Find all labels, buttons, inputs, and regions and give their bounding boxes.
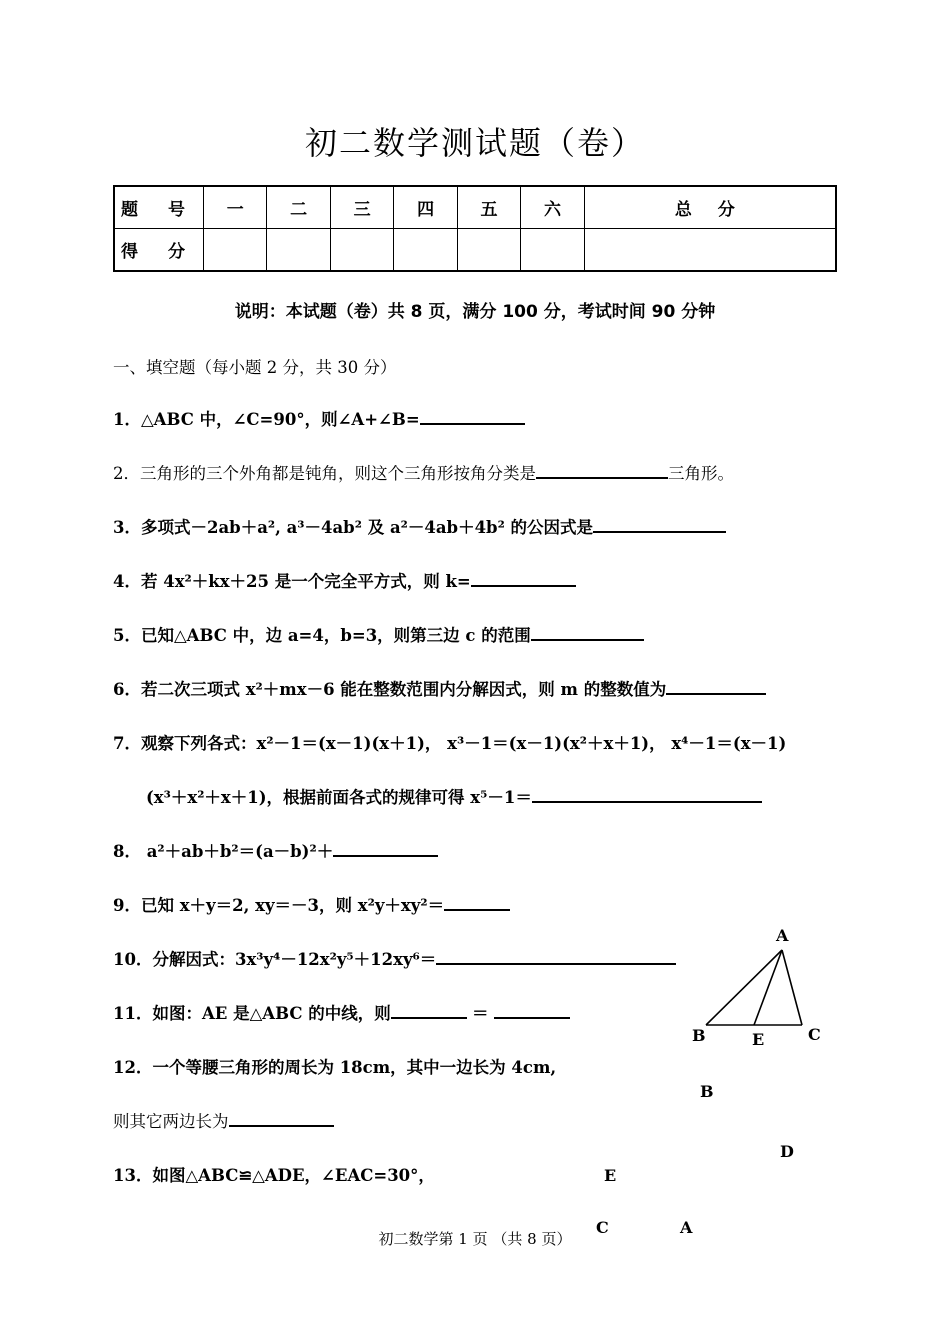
section-heading: 一、填空题（每小题 2 分，共 30 分） xyxy=(113,358,397,377)
question-text: 4．若 4x²＋kx＋25 是一个完全平方式，则 k= xyxy=(113,572,471,591)
vertex-label-a: A xyxy=(776,926,789,945)
exam-note: 说明：本试题（卷）共 8 页，满分 100 分，考试时间 90 分钟 xyxy=(234,302,716,322)
question-5 xyxy=(113,622,644,646)
answer-blank[interactable] xyxy=(444,893,510,911)
answer-blank[interactable] xyxy=(494,1001,570,1019)
score-cell[interactable] xyxy=(584,229,836,272)
figure2-label-e: E xyxy=(604,1166,617,1185)
answer-blank[interactable] xyxy=(229,1109,334,1127)
question-text: 1．△ABC 中，∠C=90°，则∠A+∠B= xyxy=(113,410,420,429)
page-footer: 初二数学第 1 页 （共 8 页） xyxy=(378,1230,572,1248)
question-text: 则其它两边长为 xyxy=(113,1112,229,1131)
score-cell[interactable] xyxy=(457,229,520,272)
question-text: 2．三角形的三个外角都是钝角，则这个三角形按角分类是 xyxy=(113,464,536,483)
answer-blank[interactable] xyxy=(531,623,644,641)
question-13 xyxy=(113,1162,435,1186)
triangle-side-ab xyxy=(706,950,782,1025)
question-text: 12．一个等腰三角形的周长为 18cm，其中一边长为 4cm, xyxy=(113,1058,557,1077)
question-text: 三角形。 xyxy=(668,464,734,483)
figure2-label-a: A xyxy=(680,1218,693,1237)
question-3 xyxy=(113,514,726,538)
equals-sign: ＝ xyxy=(471,1004,489,1023)
score-cell[interactable] xyxy=(204,229,267,272)
score-table-score-row xyxy=(114,229,836,272)
question-7-continued xyxy=(146,784,762,808)
score-table-column: 六 xyxy=(521,186,584,229)
score-table-column: 三 xyxy=(330,186,393,229)
figure2-label-c: C xyxy=(596,1218,609,1237)
question-text: 5．已知△ABC 中，边 a=4，b=3，则第三边 c 的范围 xyxy=(113,626,531,645)
median-ae xyxy=(754,950,782,1025)
score-table-row-label: 得 分 xyxy=(114,229,204,272)
point-label-e: E xyxy=(752,1030,765,1049)
score-table-column: 总 分 xyxy=(584,186,836,229)
triangle-side-ac xyxy=(782,950,802,1025)
score-table-column: 一 xyxy=(204,186,267,229)
question-8 xyxy=(113,838,438,862)
score-table-header-row xyxy=(114,186,836,229)
figure2-label-d: D xyxy=(780,1142,794,1161)
score-cell[interactable] xyxy=(330,229,393,272)
answer-blank[interactable] xyxy=(420,407,525,425)
score-table-column: 五 xyxy=(457,186,520,229)
question-1 xyxy=(113,406,525,430)
answer-blank[interactable] xyxy=(436,947,676,965)
question-11 xyxy=(113,1000,570,1024)
answer-blank[interactable] xyxy=(666,677,766,695)
question-text: 7．观察下列各式：x²－1＝(x－1)(x＋1)， x³－1＝(x－1)(x²＋x＋1)， x⁴－1＝(x－1) xyxy=(113,734,787,753)
triangle-figure xyxy=(690,935,820,1035)
question-6 xyxy=(113,676,766,700)
question-text: 11．如图：AE 是△ABC 的中线，则 xyxy=(113,1004,391,1023)
score-cell[interactable] xyxy=(267,229,330,272)
question-text: 13．如图△ABC≌△ADE，∠EAC=30°， xyxy=(113,1166,435,1185)
question-12-continued xyxy=(113,1108,334,1132)
answer-blank[interactable] xyxy=(532,785,762,803)
score-cell[interactable] xyxy=(521,229,584,272)
question-4 xyxy=(113,568,576,592)
question-text: 10．分解因式：3x³y⁴－12x²y⁵＋12xy⁶＝ xyxy=(113,950,437,969)
question-10 xyxy=(113,946,676,970)
answer-blank[interactable] xyxy=(471,569,576,587)
score-table-column: 二 xyxy=(267,186,330,229)
question-7 xyxy=(113,730,786,754)
question-9 xyxy=(113,892,510,916)
question-12 xyxy=(113,1054,556,1078)
answer-blank[interactable] xyxy=(536,461,668,479)
score-cell[interactable] xyxy=(394,229,457,272)
question-text: 9．已知 x＋y＝2, xy＝－3，则 x²y＋xy²＝ xyxy=(113,896,445,915)
answer-blank[interactable] xyxy=(333,839,438,857)
answer-blank[interactable] xyxy=(593,515,726,533)
score-table xyxy=(113,185,837,272)
answer-blank[interactable] xyxy=(391,1001,467,1019)
question-text: (x³＋x²＋x＋1)，根据前面各式的规律可得 x⁵－1＝ xyxy=(146,788,532,807)
vertex-label-c: C xyxy=(808,1025,821,1044)
question-text: 8． a²＋ab＋b²＝(a－b)²＋ xyxy=(113,842,334,861)
question-2 xyxy=(113,460,734,484)
page-title: 初二数学测试题（卷） xyxy=(304,124,645,162)
figure2-label-b: B xyxy=(700,1082,714,1101)
question-text: 6．若二次三项式 x²＋mx－6 能在整数范围内分解因式，则 m 的整数值为 xyxy=(113,680,667,699)
score-table-row-label: 题 号 xyxy=(114,186,204,229)
vertex-label-b: B xyxy=(692,1026,706,1045)
question-text: 3．多项式－2ab＋a², a³－4ab² 及 a²－4ab＋4b² 的公因式是 xyxy=(113,518,594,537)
score-table-column: 四 xyxy=(394,186,457,229)
